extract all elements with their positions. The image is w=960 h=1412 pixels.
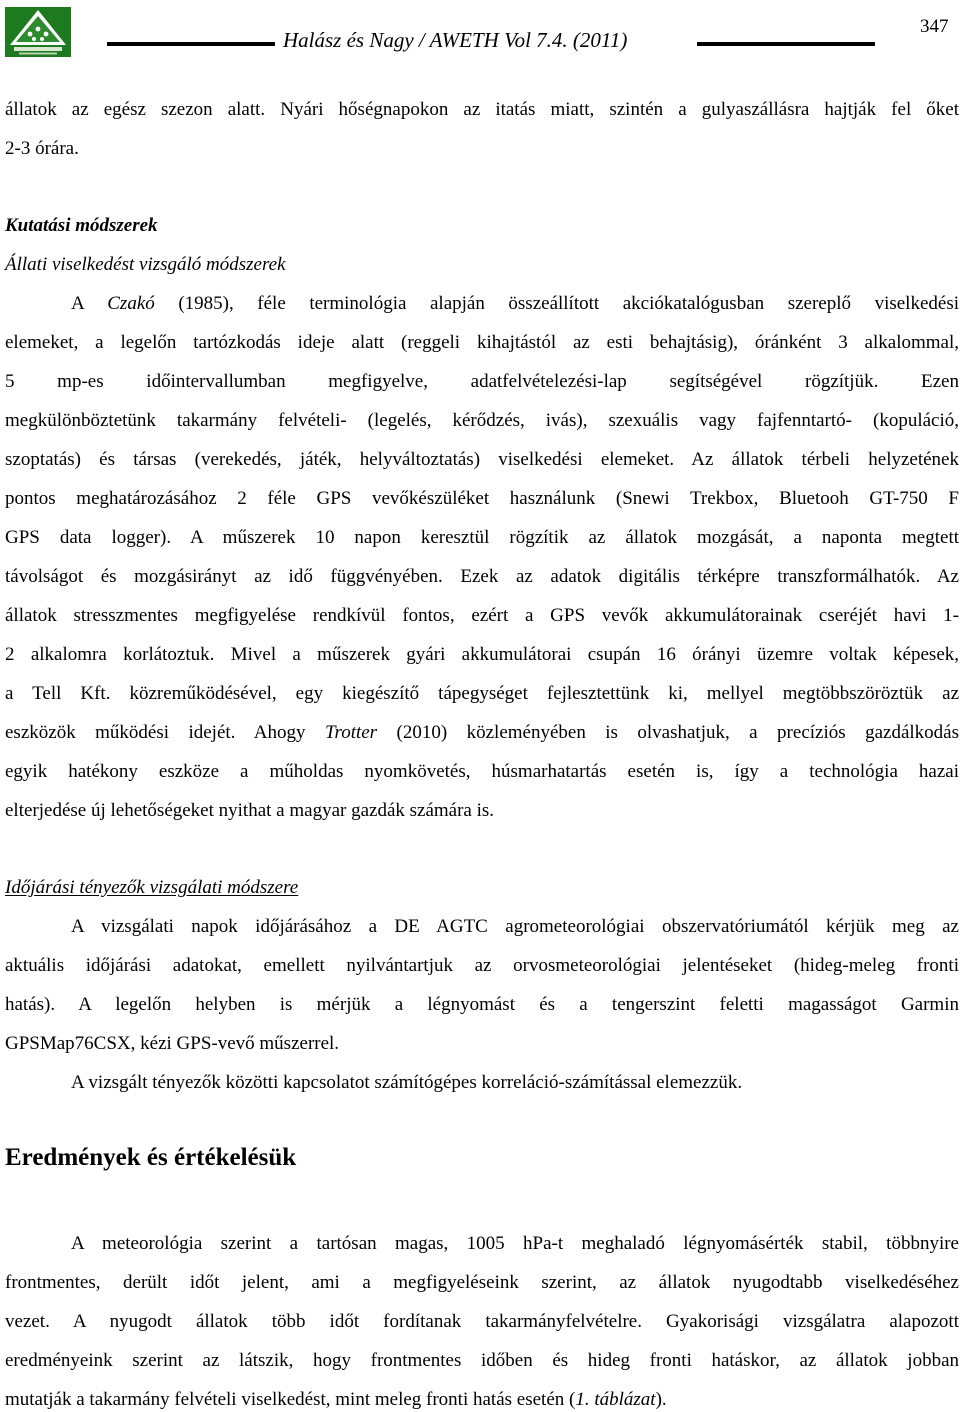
text-run: (2010) közleményében is olvashatjuk, a precíziós gazdálkodás <box>377 722 959 743</box>
header-rule-left <box>107 42 275 46</box>
intro-line-1: állatok az egész szezon alatt. Nyári hőségnapokon az itatás miatt, szintén a gulyaszállásra hajtják fel őket <box>5 99 959 120</box>
methods-line-4: megkülönböztetünk takarmány felvételi- (legelés, kérődzés, ivás), szexuális vagy fajfenntartó- (kopuláció, <box>5 410 959 431</box>
weather-line-5: A vizsgált tényezők közötti kapcsolatot számítógépes korreláció-számítással elemezzük. <box>71 1072 743 1093</box>
author-czako: Czakó <box>107 293 155 314</box>
methods-line-11: a Tell Kft. közreműködésével, egy kiegészítő tápegységet fejlesztettünk ki, mellyel megtöbbszöröztük az <box>5 683 959 704</box>
methods-line-3: 5 mp-es időintervallumban megfigyelve, adatfelvételezési-lap segítségével rögzítjük. Ezen <box>5 371 959 392</box>
methods-line-12 <box>5 721 959 745</box>
methods-line-9: állatok stresszmentes megfigyelése rendkívül fontos, ezért a GPS vevők akkumulátorainak cseréjét havi 1- <box>5 605 959 626</box>
methods-line-14: elterjedése új lehetőségeket nyithat a magyar gazdák számára is. <box>5 800 495 821</box>
methods-heading: Kutatási módszerek <box>5 215 158 236</box>
methods-line-7: GPS data logger). A műszerek 10 napon keresztül rögzítik az állatok mozgását, a naponta megtett <box>5 527 959 548</box>
methods-line-1 <box>71 292 959 316</box>
results-line-5 <box>5 1388 959 1412</box>
author-trotter: Trotter <box>324 722 378 743</box>
results-line-4: eredményeink szerint az látszik, hogy frontmentes időben és hideg fronti hatáskor, az állatok jobban <box>5 1350 959 1371</box>
text-run: ). <box>655 1389 667 1410</box>
methods-line-2: elemeket, a legelőn tartózkodás ideje alatt (reggeli kihajtástól az esti behajtásig), óránként 3 alkalommal, <box>5 332 959 353</box>
text-run: (1985), féle terminológia alapján összeállított akciókatalógusban szereplő viselkedési <box>154 293 959 314</box>
text-run: A <box>71 293 108 314</box>
methods-line-13: egyik hatékony eszköze a műholdas nyomkövetés, húsmarhatartás esetén is, így a technológia hazai <box>5 761 959 782</box>
weather-line-3: hatás). A legelőn helyben is mérjük a légnyomást és a tengerszint feletti magasságot Garmin <box>5 994 959 1015</box>
results-heading: Eredmények és értékelésük <box>5 1144 297 1171</box>
methods-line-5: szoptatás) és társas (verekedés, játék, helyváltoztatás) viselkedési elemeket. Az állatok térbeli helyzetének <box>5 449 959 470</box>
table-reference: 1. táblázat <box>575 1389 656 1410</box>
weather-line-4: GPSMap76CSX, kézi GPS-vevő műszerrel. <box>5 1033 340 1054</box>
methods-line-8: távolságot és mozgásirányt az idő függvényében. Ezek az adatok digitális térképre transzformálhatók. Az <box>5 566 959 587</box>
methods-line-6: pontos meghatározásához 2 féle GPS vevőkészüléket használunk (Snewi Trekbox, Bluetooh GT-750 F <box>5 488 959 509</box>
methods-subheading: Állati viselkedést vizsgáló módszerek <box>5 254 286 275</box>
methods-line-10: 2 alkalomra korlátoztuk. Mivel a műszerek gyári akkumulátorai csupán 16 órányi üzemre voltak képesek, <box>5 644 959 665</box>
running-head: Halász és Nagy / AWETH Vol 7.4. (2011) <box>283 28 628 52</box>
journal-logo <box>5 7 71 57</box>
text-run: eszközök működési idejét. Ahogy <box>5 722 325 743</box>
text-run: mutatják a takarmány felvételi viselkedést, mint meleg fronti hatás esetén ( <box>5 1389 576 1410</box>
header-rule-right <box>697 42 875 46</box>
page-number: 347 <box>920 16 949 37</box>
weather-line-2: aktuális időjárási adatokat, emellett nyilvántartjuk az orvosmeteorológiai jelentéseket (hideg-meleg fronti <box>5 955 959 976</box>
weather-subheading: Időjárási tényezők vizsgálati módszere <box>5 877 299 898</box>
page-header <box>0 0 960 70</box>
results-line-1: A meteorológia szerint a tartósan magas, 1005 hPa-t meghaladó légnyomásérték stabil, többnyire <box>71 1233 959 1254</box>
results-line-3: vezet. A nyugodt állatok több időt fordítanak takarmányfelvételre. Gyakorisági vizsgálatra alapozott <box>5 1311 959 1332</box>
intro-line-2: 2-3 órára. <box>5 138 79 159</box>
weather-line-1: A vizsgálati napok időjárásához a DE AGTC agrometeorológiai obszervatóriumától kérjük meg az <box>71 916 959 937</box>
results-line-2: frontmentes, derült időt jelent, ami a megfigyeléseink szerint, az állatok nyugodtabb viselkedéséhez <box>5 1272 959 1293</box>
